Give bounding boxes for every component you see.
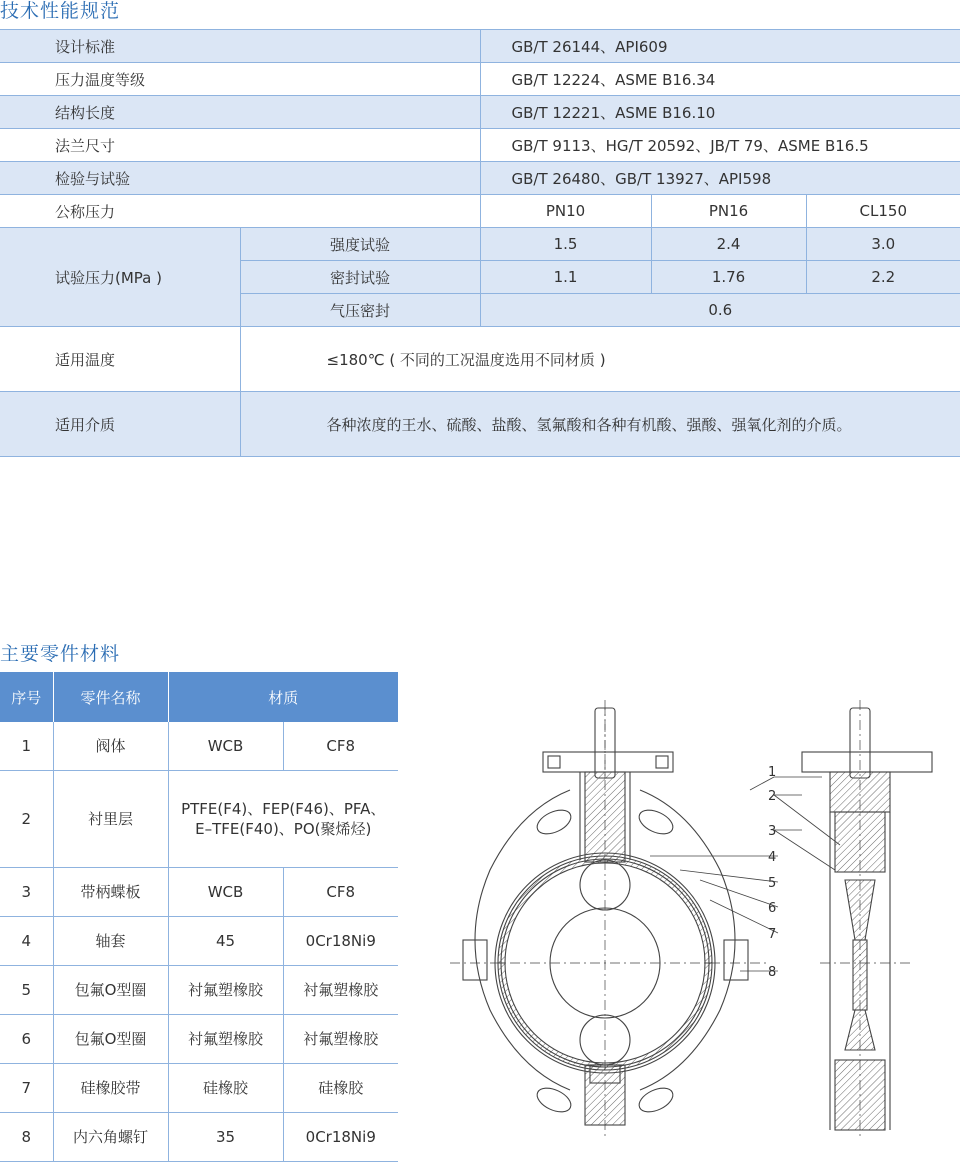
parts-section-title: 主要零件材料 <box>0 643 121 665</box>
table-row <box>0 868 398 917</box>
part-material-merged <box>168 771 398 868</box>
material-line-2: E–TFE(F40)、PO(聚烯烃) <box>195 820 372 838</box>
table-row <box>0 1015 398 1064</box>
part-name: 内六角螺钉 <box>53 1113 168 1162</box>
material-line-1: PTFE(F4)、FEP(F46)、PFA、 <box>181 800 386 818</box>
temperature-row <box>0 327 960 392</box>
callout-label: 1 <box>768 765 777 780</box>
part-no: 1 <box>0 722 53 771</box>
strength-value: 2.4 <box>651 228 806 261</box>
spec-label: 设计标准 <box>0 30 480 63</box>
part-material-2: CF8 <box>283 868 398 917</box>
callout-label: 7 <box>768 927 777 942</box>
spec-value: GB/T 12221、ASME B16.10 <box>480 96 960 129</box>
seal-value: 2.2 <box>806 261 960 294</box>
part-material-2: 硅橡胶 <box>283 1064 398 1113</box>
air-seal-label: 气压密封 <box>240 294 480 327</box>
part-no: 8 <box>0 1113 53 1162</box>
part-name: 包氟O型圈 <box>53 1015 168 1064</box>
spec-row <box>0 162 960 195</box>
part-material-2: 0Cr18Ni9 <box>283 917 398 966</box>
valve-side-view <box>802 700 932 1140</box>
strength-test-row <box>0 228 960 261</box>
part-name: 衬里层 <box>53 771 168 868</box>
table-row <box>0 966 398 1015</box>
callout-label: 4 <box>768 850 777 865</box>
header-name: 零件名称 <box>53 672 168 722</box>
table-row <box>0 722 398 771</box>
temperature-value: ≤180℃ ( 不同的工况温度选用不同材质 ) <box>240 327 960 392</box>
seal-value: 1.1 <box>480 261 651 294</box>
body-left-outline <box>475 790 570 1090</box>
spec-label: 压力温度等级 <box>0 63 480 96</box>
nominal-value: CL150 <box>806 195 960 228</box>
nominal-value: PN16 <box>651 195 806 228</box>
strength-value: 1.5 <box>480 228 651 261</box>
part-material-1: 35 <box>168 1113 283 1162</box>
header-material: 材质 <box>168 672 398 722</box>
spec-label: 检验与试验 <box>0 162 480 195</box>
spec-label: 结构长度 <box>0 96 480 129</box>
medium-label: 适用介质 <box>0 392 240 457</box>
callout-label: 3 <box>768 824 777 839</box>
callout-label: 5 <box>768 876 777 891</box>
temperature-label: 适用温度 <box>0 327 240 392</box>
strength-test-label: 强度试验 <box>240 228 480 261</box>
right-lug <box>724 940 748 980</box>
strength-value: 3.0 <box>806 228 960 261</box>
part-material-2: 衬氟塑橡胶 <box>283 1015 398 1064</box>
callout-labels <box>768 765 776 980</box>
part-material-1: 45 <box>168 917 283 966</box>
part-name: 带柄蝶板 <box>53 868 168 917</box>
spec-value: GB/T 26480、GB/T 13927、API598 <box>480 162 960 195</box>
table-row <box>0 771 398 868</box>
seal-value: 1.76 <box>651 261 806 294</box>
callout-leaders <box>650 777 840 971</box>
spec-section-title: 技术性能规范 <box>0 0 121 22</box>
part-no: 7 <box>0 1064 53 1113</box>
valve-drawing <box>450 700 950 1150</box>
spec-row <box>0 30 960 63</box>
spec-row <box>0 129 960 162</box>
part-material-1: 衬氟塑橡胶 <box>168 1015 283 1064</box>
callout-label: 8 <box>768 965 777 980</box>
nominal-label: 公称压力 <box>0 195 480 228</box>
part-material-2: 衬氟塑橡胶 <box>283 966 398 1015</box>
spec-value: GB/T 26144、API609 <box>480 30 960 63</box>
valve-front-view <box>450 700 770 1140</box>
spec-row <box>0 96 960 129</box>
medium-value: 各种浓度的王水、硫酸、盐酸、氢氟酸和各种有机酸、强酸、强氧化剂的介质。 <box>240 392 960 457</box>
spec-table <box>0 29 960 457</box>
table-row <box>0 917 398 966</box>
part-material-1: WCB <box>168 722 283 771</box>
seal-test-label: 密封试验 <box>240 261 480 294</box>
part-material-2: CF8 <box>283 722 398 771</box>
body-right-outline <box>640 790 735 1090</box>
spec-value: GB/T 9113、HG/T 20592、JB/T 79、ASME B16.5 <box>480 129 960 162</box>
part-name: 阀体 <box>53 722 168 771</box>
air-seal-value: 0.6 <box>480 294 960 327</box>
table-row <box>0 1064 398 1113</box>
part-no: 2 <box>0 771 53 868</box>
nominal-value: PN10 <box>480 195 651 228</box>
spec-value: GB/T 12224、ASME B16.34 <box>480 63 960 96</box>
spec-row <box>0 63 960 96</box>
callout-label: 2 <box>768 789 777 804</box>
parts-table <box>0 672 398 1162</box>
parts-header-row <box>0 672 398 722</box>
part-name: 轴套 <box>53 917 168 966</box>
part-no: 5 <box>0 966 53 1015</box>
part-name: 包氟O型圈 <box>53 966 168 1015</box>
top-flange <box>543 752 673 772</box>
test-pressure-label: 试验压力(MPa ) <box>0 228 240 327</box>
part-material-2: 0Cr18Ni9 <box>283 1113 398 1162</box>
spec-label: 法兰尺寸 <box>0 129 480 162</box>
part-name: 硅橡胶带 <box>53 1064 168 1113</box>
part-material-1: WCB <box>168 868 283 917</box>
medium-row <box>0 392 960 457</box>
callout-label: 6 <box>768 901 777 916</box>
part-no: 4 <box>0 917 53 966</box>
table-row <box>0 1113 398 1162</box>
part-material-1: 硅橡胶 <box>168 1064 283 1113</box>
part-no: 3 <box>0 868 53 917</box>
part-material-1: 衬氟塑橡胶 <box>168 966 283 1015</box>
header-no: 序号 <box>0 672 53 722</box>
part-no: 6 <box>0 1015 53 1064</box>
nominal-pressure-row <box>0 195 960 228</box>
